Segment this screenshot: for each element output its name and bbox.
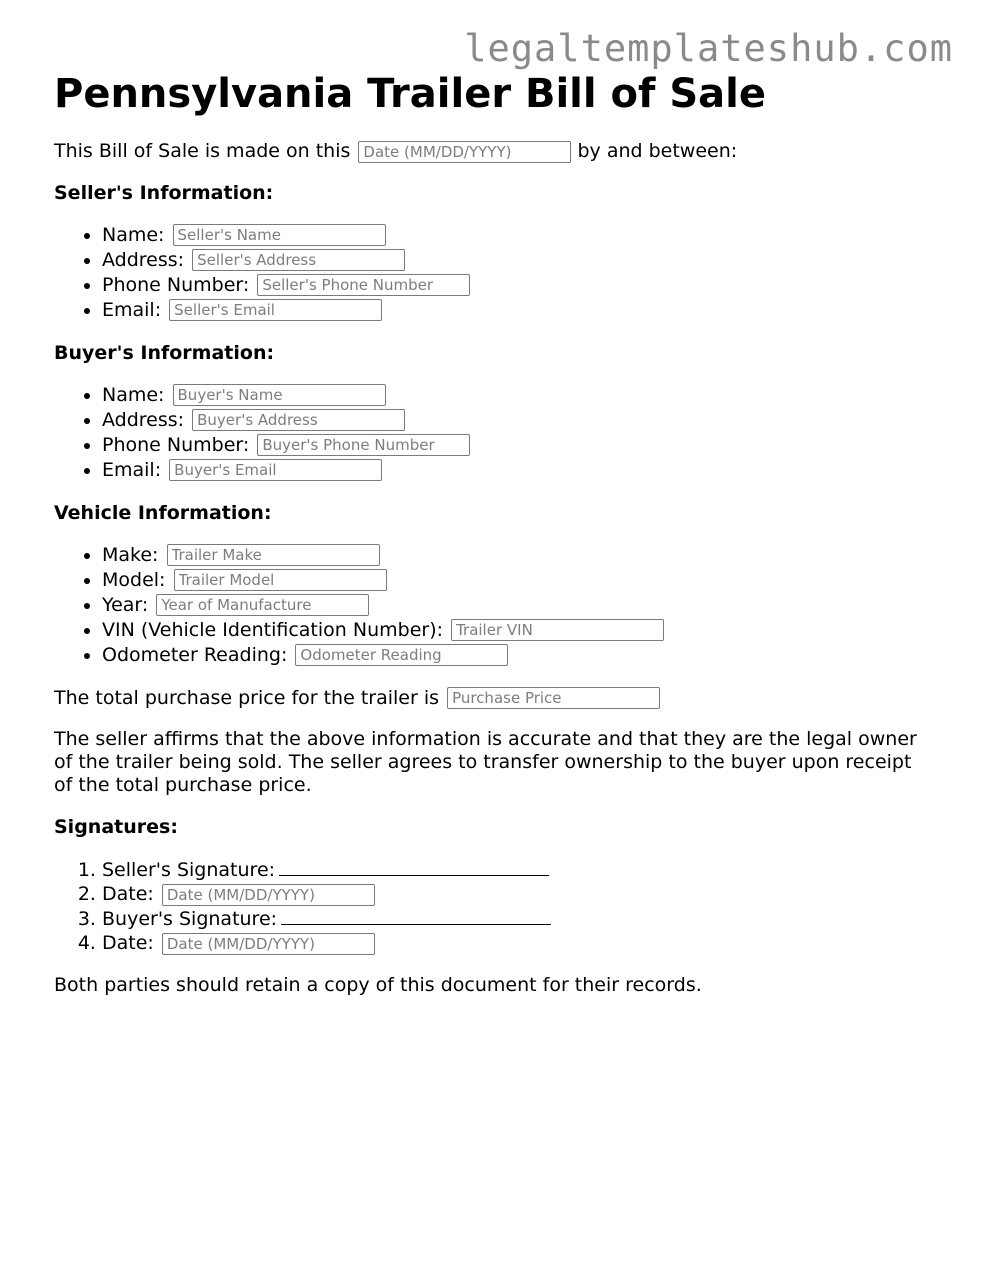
vehicle-make-item [102, 543, 934, 568]
vehicle-odometer-label: Odometer Reading: [102, 643, 288, 666]
buyer-phone-item [102, 433, 934, 458]
seller-heading: Seller's Information: [54, 181, 274, 204]
buyer-signature-label: Buyer's Signature: [102, 908, 278, 930]
vehicle-year-input[interactable] [156, 594, 369, 616]
seller-name-label: Name: [102, 223, 165, 246]
vehicle-model-input[interactable] [174, 569, 387, 591]
watermark: legaltemplateshub.com [464, 27, 953, 70]
signatures-list [54, 857, 934, 955]
intro-after: by and between: [577, 140, 738, 162]
buyer-signature-line[interactable] [281, 906, 551, 925]
sale-date-input[interactable] [358, 141, 571, 163]
buyer-heading: Buyer's Information: [54, 341, 275, 364]
vehicle-fields [54, 543, 934, 668]
seller-date-item [102, 882, 934, 906]
seller-phone-item [102, 273, 934, 298]
vehicle-odometer-item [102, 643, 934, 668]
page-title: Pennsylvania Trailer Bill of Sale [54, 71, 766, 117]
purchase-price-input[interactable] [447, 687, 660, 709]
vehicle-year-label: Year: [102, 593, 149, 616]
vehicle-heading: Vehicle Information: [54, 501, 272, 524]
buyer-name-label: Name: [102, 383, 165, 406]
buyer-email-input[interactable] [169, 459, 382, 481]
seller-name-input[interactable] [173, 224, 386, 246]
vehicle-vin-item [102, 618, 934, 643]
buyer-signature-item [102, 906, 934, 931]
buyer-email-item [102, 458, 934, 483]
vehicle-odometer-input[interactable] [295, 644, 508, 666]
buyer-phone-label: Phone Number: [102, 433, 250, 456]
buyer-address-item [102, 408, 934, 433]
seller-email-input[interactable] [169, 299, 382, 321]
document-body [54, 70, 934, 996]
seller-fields [54, 223, 934, 323]
vehicle-make-label: Make: [102, 543, 159, 566]
seller-signature-label: Seller's Signature: [102, 859, 276, 881]
signatures-heading: Signatures: [54, 816, 178, 838]
vehicle-make-input[interactable] [167, 544, 380, 566]
seller-address-label: Address: [102, 248, 185, 271]
buyer-address-input[interactable] [192, 409, 405, 431]
buyer-phone-input[interactable] [257, 434, 470, 456]
seller-address-item [102, 248, 934, 273]
seller-phone-label: Phone Number: [102, 273, 250, 296]
vehicle-model-item [102, 568, 934, 593]
price-line [54, 687, 934, 710]
vehicle-model-label: Model: [102, 568, 166, 591]
vehicle-vin-label: VIN (Vehicle Identification Number): [102, 618, 444, 641]
seller-email-label: Email: [102, 298, 162, 321]
buyer-date-item [102, 931, 934, 955]
vehicle-year-item [102, 593, 934, 618]
seller-date-input[interactable] [162, 884, 375, 906]
buyer-email-label: Email: [102, 458, 162, 481]
intro-line [54, 140, 934, 163]
intro-before: This Bill of Sale is made on this [54, 140, 351, 162]
buyer-name-item [102, 383, 934, 408]
affirmation-paragraph: The seller affirms that the above information is accurate and that they are the legal owner of the trailer being sold. The seller agrees to transfer ownership to the buyer upon receipt of the total purchase price. [54, 728, 917, 796]
vehicle-vin-input[interactable] [451, 619, 664, 641]
buyer-date-input[interactable] [162, 933, 375, 955]
buyer-fields [54, 383, 934, 483]
seller-email-item [102, 298, 934, 323]
seller-date-label: Date: [102, 883, 154, 905]
seller-signature-line[interactable] [279, 857, 549, 876]
closing-paragraph: Both parties should retain a copy of this document for their records. [54, 974, 702, 996]
buyer-name-input[interactable] [173, 384, 386, 406]
seller-phone-input[interactable] [257, 274, 470, 296]
buyer-address-label: Address: [102, 408, 185, 431]
price-text: The total purchase price for the trailer is [54, 686, 440, 709]
seller-signature-item [102, 857, 934, 882]
seller-name-item [102, 223, 934, 248]
seller-address-input[interactable] [192, 249, 405, 271]
buyer-date-label: Date: [102, 932, 154, 954]
